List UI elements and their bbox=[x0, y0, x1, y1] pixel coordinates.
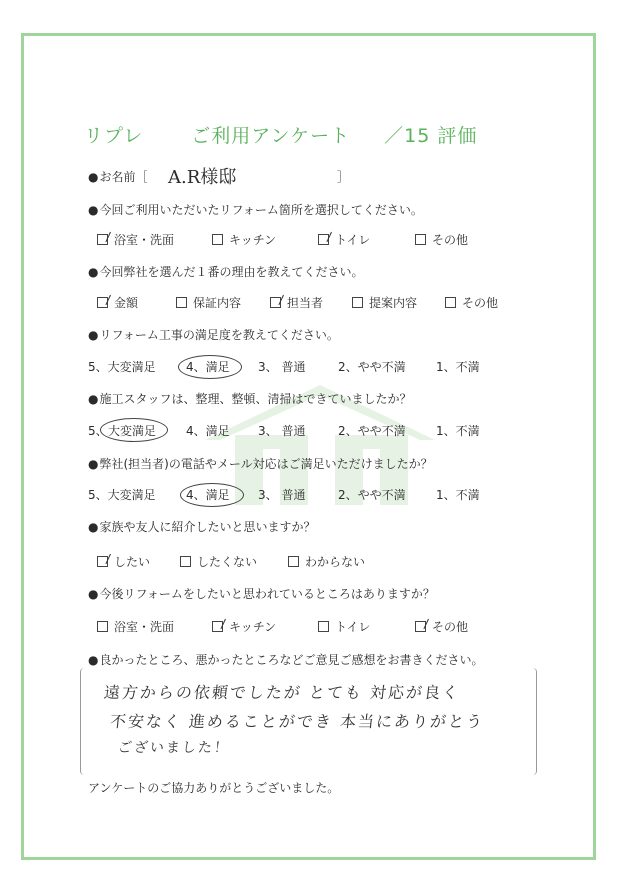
score-label: ／15 評価 bbox=[384, 125, 478, 147]
q3-option-1[interactable]: 1、不満 bbox=[436, 360, 480, 374]
q4-option-4[interactable]: 4、満足 bbox=[186, 424, 230, 438]
comment-line-3: ございました！ bbox=[117, 740, 231, 756]
q3-option-4[interactable]: 4、満足 bbox=[186, 360, 230, 374]
selection-circle bbox=[180, 483, 244, 507]
q4-option-2[interactable]: 2、やや不満 bbox=[338, 424, 406, 438]
name-label: ● お名前［ bbox=[88, 170, 148, 184]
survey-name: ご利用アンケート bbox=[191, 125, 351, 147]
q4-option-5-number[interactable]: 5、 bbox=[88, 424, 108, 438]
question-4: ● 施工スタッフは、整理、整頓、清掃はできていましたか？ bbox=[88, 392, 412, 406]
selection-circle bbox=[100, 418, 168, 442]
q7-option-toilet[interactable]: トイレ bbox=[318, 620, 370, 634]
q4-option-1[interactable]: 1、不満 bbox=[436, 424, 480, 438]
footer-thanks: アンケートのご協力ありがとうございました。 bbox=[88, 781, 340, 795]
checkbox-checked-icon bbox=[97, 556, 108, 567]
comment-line-2: 不安なく 進めることができ 本当にありがとう bbox=[108, 712, 486, 731]
q5-option-2[interactable]: 2、やや不満 bbox=[338, 488, 406, 502]
q2-option-proposal[interactable]: 提案内容 bbox=[352, 296, 417, 310]
checkbox-checked-icon bbox=[97, 234, 108, 245]
q6-option-yes[interactable]: したい bbox=[97, 555, 150, 569]
name-close-bracket: ］ bbox=[337, 170, 350, 184]
checkbox-icon bbox=[318, 621, 329, 632]
q5-option-5[interactable]: 5、大変満足 bbox=[88, 488, 156, 502]
q6-option-unknown[interactable]: わからない bbox=[288, 555, 365, 569]
checkbox-icon bbox=[352, 297, 363, 308]
q3-option-5[interactable]: 5、大変満足 bbox=[88, 360, 156, 374]
comment-line-1: 遠方からの依頼でしたが とても 対応が良く bbox=[102, 683, 462, 702]
survey-title bbox=[84, 121, 477, 148]
checkbox-icon bbox=[445, 297, 456, 308]
q2-option-other[interactable]: その他 bbox=[445, 296, 498, 310]
q5-option-1[interactable]: 1、不満 bbox=[436, 488, 480, 502]
checkbox-checked-icon bbox=[318, 234, 329, 245]
q1-option-toilet[interactable]: トイレ bbox=[318, 233, 370, 247]
checkbox-checked-icon bbox=[415, 621, 426, 632]
q2-option-warranty[interactable]: 保証内容 bbox=[176, 296, 241, 310]
q4-option-5-label[interactable]: 大変満足 bbox=[108, 424, 157, 438]
q2-option-price[interactable]: 金額 bbox=[97, 296, 138, 310]
question-5: ● 弊社(担当者)の電話やメール対応はご満足いただけましたか？ bbox=[88, 457, 433, 471]
checkbox-checked-icon bbox=[97, 297, 108, 308]
q1-option-kitchen[interactable]: キッチン bbox=[212, 233, 276, 247]
q1-option-bath[interactable]: 浴室・洗面 bbox=[97, 233, 174, 247]
checkbox-icon bbox=[415, 234, 426, 245]
q7-option-kitchen[interactable]: キッチン bbox=[212, 620, 276, 634]
checkbox-icon bbox=[180, 556, 191, 567]
q3-option-3[interactable]: 3、 普通 bbox=[258, 360, 306, 374]
selection-circle bbox=[178, 355, 242, 379]
q4-option-3[interactable]: 3、 普通 bbox=[258, 424, 306, 438]
question-8: ● 良かったところ、悪かったところなどご意見ご感想をお書きください。 bbox=[88, 653, 484, 667]
question-2: ● 今回弊社を選んだ１番の理由を教えてください。 bbox=[88, 265, 364, 279]
checkbox-icon bbox=[176, 297, 187, 308]
q2-option-staff[interactable]: 担当者 bbox=[270, 296, 323, 310]
q5-option-4[interactable]: 4、満足 bbox=[186, 488, 230, 502]
question-1: ● 今回ご利用いただいたリフォーム箇所を選択してください。 bbox=[88, 203, 423, 217]
checkbox-checked-icon bbox=[270, 297, 281, 308]
q1-option-other[interactable]: その他 bbox=[415, 233, 468, 247]
checkbox-checked-icon bbox=[212, 621, 223, 632]
customer-name: A.R様邸 bbox=[168, 167, 237, 188]
q7-option-bath[interactable]: 浴室・洗面 bbox=[97, 620, 174, 634]
checkbox-icon bbox=[97, 621, 108, 632]
question-7: ● 今後リフォームをしたいと思われているところはありますか？ bbox=[88, 587, 435, 601]
question-3: ● リフォーム工事の満足度を教えてください。 bbox=[88, 328, 339, 342]
brand-name: リプレ bbox=[84, 125, 144, 147]
checkbox-icon bbox=[212, 234, 223, 245]
checkbox-icon bbox=[288, 556, 299, 567]
q5-option-3[interactable]: 3、 普通 bbox=[258, 488, 306, 502]
question-6: ● 家族や友人に紹介したいと思いますか？ bbox=[88, 520, 316, 534]
q3-option-2[interactable]: 2、やや不満 bbox=[338, 360, 406, 374]
q7-option-other[interactable]: その他 bbox=[415, 620, 468, 634]
q6-option-no[interactable]: したくない bbox=[180, 555, 257, 569]
